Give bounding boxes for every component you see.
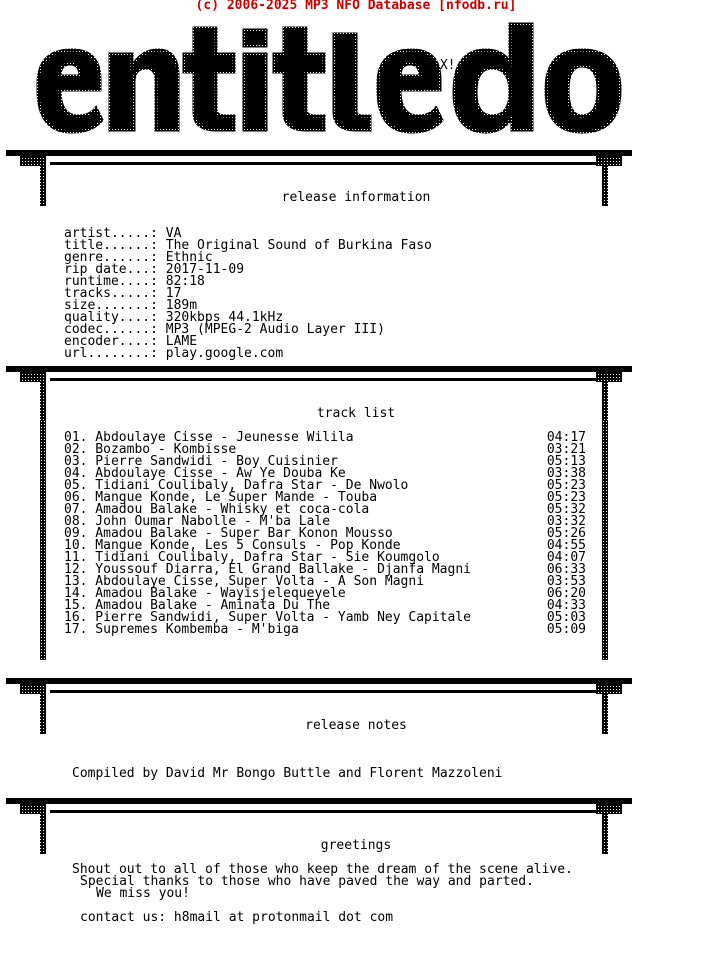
track-duration: 05:23 (546, 490, 586, 505)
info-row-codec: codec......: MP3 (MPEG-2 Audio Layer III) (64, 322, 385, 337)
side-rail-left (40, 420, 48, 660)
track-title: 15. Amadou Balake - Aminata Du The (64, 598, 331, 613)
section-title-release-notes: release notes (305, 718, 407, 733)
track-duration: 04:55 (546, 538, 586, 553)
track-title: 10. Mangue Konde, Les 5 Consuls - Pop Konde (64, 538, 401, 553)
info-row-encoder: encoder....: LAME (64, 334, 198, 349)
track-title: 06. Mangue Konde, Le Super Mande - Touba (64, 490, 378, 505)
track-duration: 03:32 (546, 514, 586, 529)
entitled-logo (30, 20, 630, 140)
track-title: 16. Pierre Sandwidi, Super Volta - Yamb Ney Capitale (64, 610, 471, 625)
section-title-release-information: release information (281, 190, 431, 205)
track-title: 17. Supremes Kombemba - M'biga (64, 622, 299, 637)
track-duration: 04:17 (546, 430, 586, 445)
track-title: 12. Youssouf Diarra, El Grand Ballake - Djanfa Magni (64, 562, 471, 577)
track-title: 08. John Oumar Nabolle - M'ba Lale (64, 514, 331, 529)
info-row-runtime: runtime....: 82:18 (64, 274, 205, 289)
track-duration: 05:09 (546, 622, 586, 637)
side-rail-right (602, 420, 610, 660)
section-title-track-list: track list (316, 406, 396, 421)
track-title: 14. Amadou Balake - Wayisjelequeyele (64, 586, 346, 601)
info-row-tracks: tracks.....: 17 (64, 286, 182, 301)
track-duration: 06:20 (546, 586, 586, 601)
info-row-quality: quality....: 320kbps 44.1kHz (64, 310, 284, 325)
release-notes-text: Compiled by David Mr Bongo Buttle and Florent Mazzoleni (72, 766, 503, 781)
track-title: 07. Amadou Balake - Whisky et coca-cola (64, 502, 370, 517)
track-title: 03. Pierre Sandwidi - Boy Cuisinier (64, 454, 338, 469)
logo-glyphs (38, 24, 620, 132)
site-credit: (c) 2006-2025 MP3 NFO Database [nfodb.ru] (195, 0, 517, 13)
track-duration: 03:21 (546, 442, 586, 457)
track-duration: 03:53 (546, 574, 586, 589)
section-title-greetings: greetings (320, 838, 392, 853)
greetings-line-3: We miss you! (96, 886, 190, 901)
track-duration: 04:07 (546, 550, 586, 565)
group-tag: hX! (432, 58, 456, 73)
info-row-genre: genre......: Ethnic (64, 250, 213, 265)
track-duration: 05:23 (546, 478, 586, 493)
info-row-artist: artist.....: VA (64, 226, 182, 241)
track-title: 02. Bozambo - Kombisse (64, 442, 237, 457)
contact-line: contact us: h8mail at protonmail dot com (80, 910, 394, 925)
track-duration: 05:13 (546, 454, 586, 469)
track-title: 09. Amadou Balake - Super Bar Konon Mousso (64, 526, 393, 541)
track-duration: 05:03 (546, 610, 586, 625)
track-title: 13. Abdoulaye Cisse, Super Volta - A Son Magni (64, 574, 425, 589)
greetings-line-2: Special thanks to those who have paved the way and parted. (80, 874, 534, 889)
track-duration: 05:32 (546, 502, 586, 517)
track-duration: 04:33 (546, 598, 586, 613)
info-row-title: title......: The Original Sound of Burkina Faso (64, 238, 432, 253)
track-title: 11. Tidiani Coulibaly, Dafra Star - Sie Koumgolo (64, 550, 440, 565)
track-title: 01. Abdoulaye Cisse - Jeunesse Wilila (64, 430, 354, 445)
info-row-url: url........: play.google.com (64, 346, 284, 361)
track-duration: 06:33 (546, 562, 586, 577)
track-duration: 05:26 (546, 526, 586, 541)
info-row-size: size.......: 189m (64, 298, 198, 313)
info-row-rip-date: rip date...: 2017-11-09 (64, 262, 245, 277)
greetings-line-1: Shout out to all of those who keep the dream of the scene alive. (72, 862, 573, 877)
track-duration: 03:38 (546, 466, 586, 481)
track-title: 04. Abdoulaye Cisse - Aw Ye Douba Ke (64, 466, 346, 481)
track-title: 05. Tidiani Coulibaly, Dafra Star - De Nwolo (64, 478, 409, 493)
